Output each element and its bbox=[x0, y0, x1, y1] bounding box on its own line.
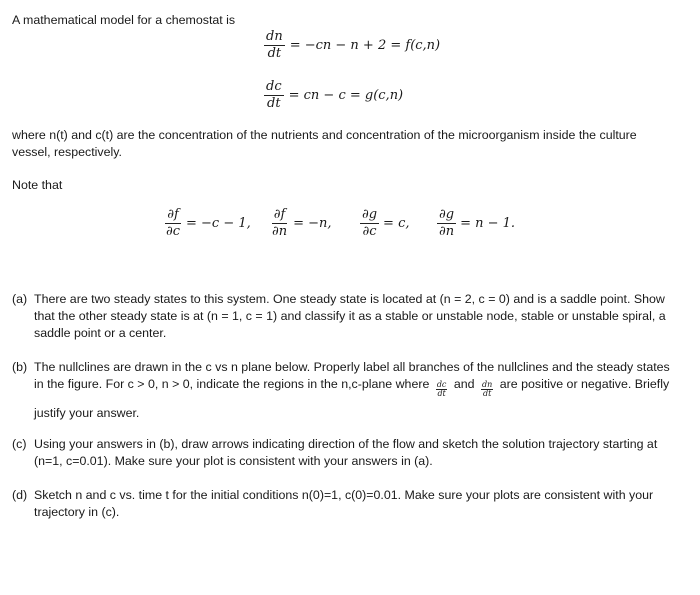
partial-rhs: = −n, bbox=[293, 216, 332, 231]
small-fraction-numerator: dc bbox=[436, 380, 447, 389]
question-b-line-3: justify your answer. bbox=[34, 406, 140, 420]
question-c bbox=[12, 436, 688, 470]
fraction-dn-dt bbox=[264, 30, 285, 61]
where-paragraph bbox=[12, 127, 692, 161]
small-fraction-denominator: dt bbox=[482, 389, 492, 398]
fraction-denominator: dt bbox=[267, 96, 281, 111]
partial-denominator: ∂c bbox=[362, 224, 377, 239]
fraction-numerator: dc bbox=[266, 79, 282, 94]
question-label: (c) bbox=[12, 437, 27, 451]
partial-numerator: ∂f bbox=[273, 207, 286, 222]
partial-dg-dc bbox=[358, 208, 410, 239]
partial-denominator: ∂n bbox=[272, 224, 288, 239]
fraction-numerator: dn bbox=[266, 29, 283, 44]
where-line-1: where n(t) and c(t) are the concentration of the nutrients and concentration of the microorganism inside the culture bbox=[12, 128, 637, 142]
question-d-line-1: Sketch n and c vs. time t for the initial conditions n(0)=1, c(0)=0.01. Make sure your plots are consistent with your bbox=[34, 488, 654, 502]
question-d-line-2: trajectory in (c). bbox=[34, 505, 120, 519]
note-text: Note that bbox=[12, 178, 63, 192]
partial-numerator: ∂f bbox=[167, 207, 179, 222]
intro-text: A mathematical model for a chemostat is bbox=[12, 13, 236, 27]
question-b-line-1: The nullclines are drawn in the c vs n plane below. Properly label all branches of the nullclines and the steady states bbox=[34, 360, 670, 374]
question-b-line-2-end: are positive or negative. Briefly bbox=[499, 377, 670, 391]
question-label: (a) bbox=[12, 292, 28, 306]
question-c-line-2: (n=1, c=0.01). Make sure your plot is consistent with your answers in (a). bbox=[34, 454, 433, 468]
small-fraction-denominator: dt bbox=[437, 389, 446, 398]
question-b-line-2-start: in the figure. For c > 0, n > 0, indicate the regions in the n,c-plane where bbox=[34, 377, 430, 391]
partial-numerator: ∂g bbox=[362, 207, 378, 222]
partial-denominator: ∂c bbox=[166, 224, 181, 239]
question-a-line-3: saddle point or a center. bbox=[34, 326, 167, 340]
fraction-denominator: dt bbox=[267, 46, 282, 61]
question-a bbox=[12, 291, 688, 342]
partial-denominator: ∂n bbox=[439, 224, 455, 239]
where-line-2: vessel, respectively. bbox=[12, 145, 122, 159]
question-a-line-1: There are two steady states to this system. One steady state is located at (n = 2, c = 0) and is a saddle point. Show bbox=[34, 292, 665, 306]
partial-numerator: ∂g bbox=[439, 207, 455, 222]
fraction-dc-dt-small bbox=[436, 381, 448, 398]
question-a-line-2: that the other steady state is at (n = 1, c = 1) and classify it as a stable or unstable node, stable or unstable spiral, a bbox=[34, 309, 666, 323]
partial-rhs: = n − 1. bbox=[460, 216, 516, 231]
equation-rhs: = cn − c = g(c,n) bbox=[288, 88, 404, 103]
question-b-line-2 bbox=[34, 376, 688, 398]
question-label: (d) bbox=[12, 488, 28, 502]
question-b bbox=[12, 359, 688, 422]
partial-df-dn bbox=[268, 208, 332, 239]
equation-dc-dt bbox=[262, 80, 403, 111]
partial-df-dc bbox=[162, 208, 251, 239]
question-d bbox=[12, 487, 688, 521]
question-label: (b) bbox=[12, 360, 28, 374]
partial-rhs: = −c − 1, bbox=[186, 216, 251, 231]
fraction-dn-dt-small bbox=[481, 381, 493, 398]
equation-rhs: = −cn − n + 2 = f(c,n) bbox=[289, 38, 441, 53]
and-word: and bbox=[453, 377, 475, 391]
small-fraction-numerator: dn bbox=[482, 380, 493, 389]
fraction-dc-dt bbox=[264, 80, 284, 111]
partial-dg-dn bbox=[435, 208, 515, 239]
equation-dn-dt bbox=[262, 30, 440, 61]
partial-rhs: = c, bbox=[383, 216, 410, 231]
question-c-line-1: Using your answers in (b), draw arrows indicating direction of the flow and sketch the solution trajectory starting at bbox=[34, 437, 658, 451]
